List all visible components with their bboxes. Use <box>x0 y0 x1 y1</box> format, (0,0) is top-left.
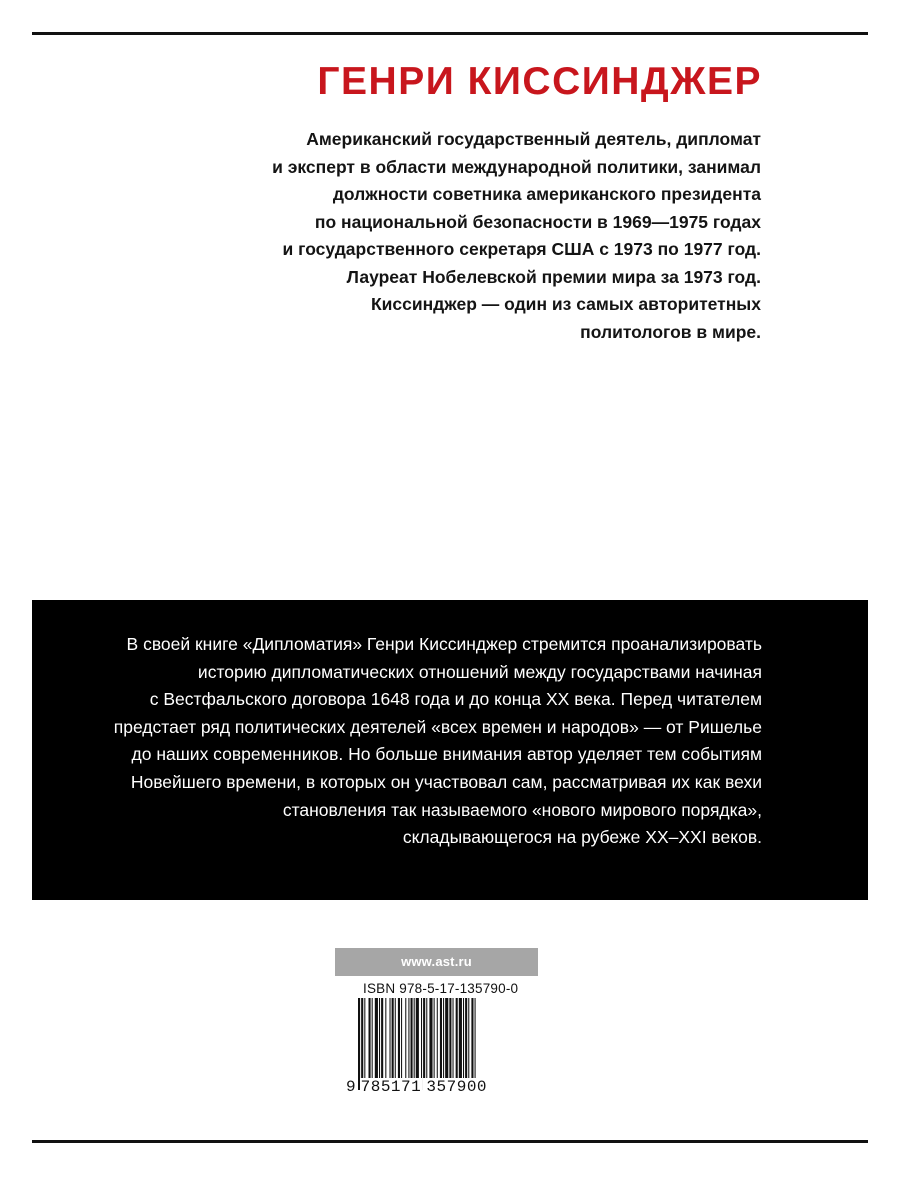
top-rule <box>32 32 868 35</box>
blurb-line: становления так называемого «нового мирового порядка», <box>282 799 762 820</box>
barcode-bar <box>358 998 360 1090</box>
barcode-bar <box>361 998 363 1090</box>
barcode-bar <box>475 998 476 1090</box>
barcode-bar <box>429 998 432 1078</box>
blurb-line: В своей книге «Дипломатия» Генри Киссинджер стремится проанализировать <box>126 634 762 654</box>
blurb-line: до наших современников. Но больше внимания автор уделяет тем событиям <box>131 744 762 765</box>
barcode-bar <box>443 998 444 1078</box>
barcode-bar <box>411 998 413 1078</box>
barcode-bar <box>471 998 473 1078</box>
barcode-bar <box>423 998 425 1078</box>
barcode-bar <box>385 998 386 1078</box>
blurb-line: предстает ряд политических деятелей «всех времен и народов» — от Ришелье <box>113 716 762 737</box>
barcode-bar <box>372 998 373 1078</box>
bio-line: политологов в мире. <box>580 321 761 342</box>
barcode-bar <box>453 998 454 1078</box>
book-blurb <box>62 631 762 852</box>
barcode-bar <box>416 998 419 1090</box>
barcode-bar <box>392 998 394 1078</box>
bio-line: по национальной безопасности в 1969—1975 годах <box>314 211 761 232</box>
barcode-group-left: 785171 <box>360 1078 422 1096</box>
barcode-bar <box>426 998 427 1078</box>
barcode-bar <box>401 998 402 1078</box>
bio-line: и эксперт в области международной политики, занимал <box>272 156 761 177</box>
barcode-bar <box>379 998 380 1078</box>
barcode-bar <box>405 998 406 1078</box>
publisher-website: www.ast.ru <box>335 948 538 976</box>
barcode-bar <box>375 998 378 1078</box>
barcode-bar <box>434 998 435 1078</box>
barcode-bar <box>381 998 383 1078</box>
bio-line: Лауреат Нобелевской премии мира за 1973 год. <box>346 266 761 287</box>
barcode-bar <box>468 998 469 1078</box>
barcode-bar <box>437 998 438 1078</box>
barcode-bar <box>440 998 442 1078</box>
author-bio <box>201 126 761 346</box>
barcode-bar <box>390 998 391 1078</box>
barcode-digits <box>346 1078 488 1096</box>
bottom-rule <box>32 1140 868 1143</box>
barcode-bar <box>408 998 409 1078</box>
blurb-line: Новейшего времени, в которых он участвовал сам, рассматривая их как вехи <box>130 771 762 792</box>
bio-line: должности советника американского президента <box>332 184 761 204</box>
barcode-bar <box>456 998 458 1078</box>
barcode-lead-digit: 9 <box>346 1078 356 1096</box>
bio-line: и государственного секретаря США с 1973 по 1977 год. <box>282 239 761 259</box>
barcode-bar <box>445 998 448 1078</box>
bio-line: Американский государственный деятель, дипломат <box>306 129 761 149</box>
barcode-bar <box>364 998 365 1078</box>
blurb-line: с Вестфальского договора 1648 года и до конца XX века. Перед читателем <box>149 689 762 710</box>
barcode-bar <box>369 998 371 1078</box>
barcode-bar <box>463 998 464 1078</box>
bio-line: Киссинджер — один из самых авторитетных <box>370 294 761 314</box>
blurb-line: историю дипломатических отношений между государствами начиная <box>197 661 762 682</box>
barcode-bar <box>395 998 396 1078</box>
book-blurb-panel <box>32 600 868 900</box>
barcode-group-right: 357900 <box>426 1078 488 1096</box>
barcode-bar <box>449 998 451 1078</box>
barcode-bar <box>459 998 462 1078</box>
barcode-bar <box>398 998 400 1078</box>
blurb-line: складывающегося на рубеже XX–XXI веков. <box>402 827 762 848</box>
isbn-label: ISBN 978-5-17-135790-0 <box>363 981 519 996</box>
author-name: ГЕНРИ КИССИНДЖЕР <box>317 60 762 103</box>
barcode-bar <box>465 998 467 1078</box>
barcode-bar <box>414 998 415 1078</box>
barcode-bar <box>421 998 422 1090</box>
